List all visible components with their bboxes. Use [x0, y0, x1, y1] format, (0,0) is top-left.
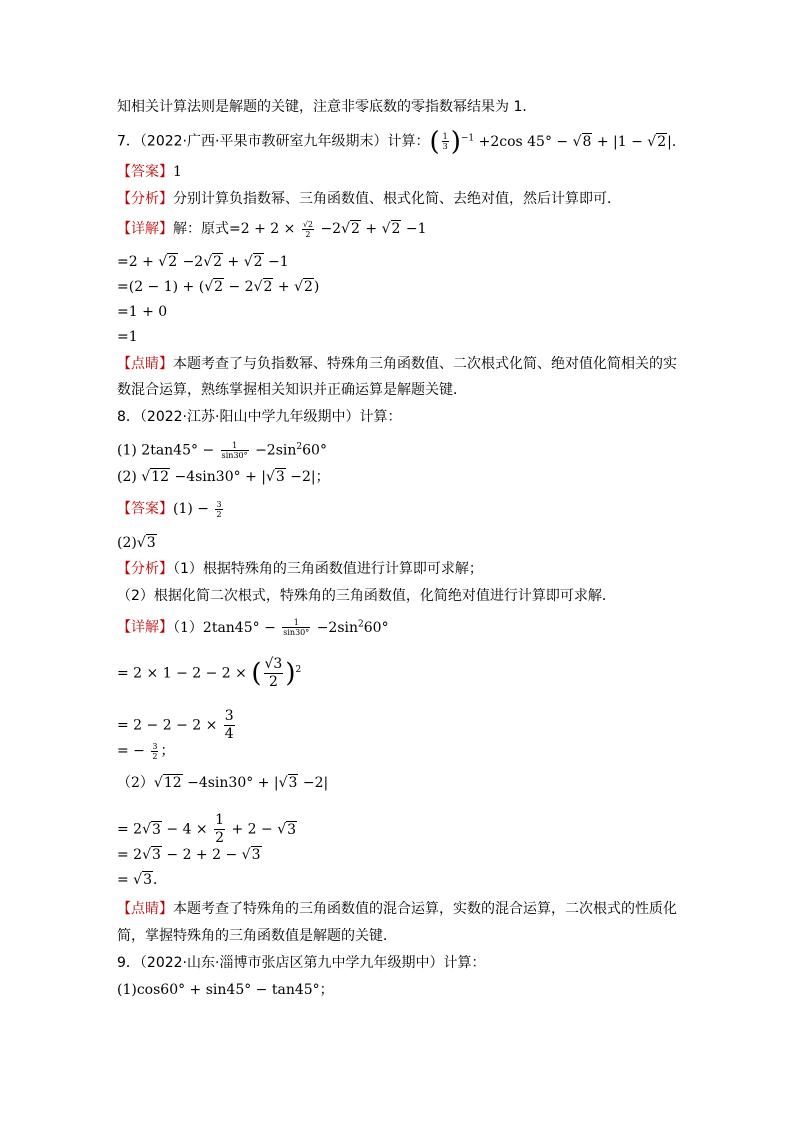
question-9 — [117, 953, 485, 973]
detail-7: 【详解】解：原式=2 + 2 × $\frac{√2}{2}$ −2√2 + √2 −1 — [117, 219, 427, 239]
answer-8: 【答案】(1) − $\frac{3}{2}$ — [117, 499, 222, 519]
step-line: = 2 − 2 − 2 × $\frac{3}{4}$ — [117, 708, 234, 742]
detail-8: 【详解】（1）2tan45° − $\frac{1}{\sin 30^\circ}$ $-2\sin^260^\circ$ — [117, 618, 389, 638]
question-source: （2022·山东·淄博市张店区第九中学九年级期中）计算： — [139, 955, 486, 971]
question-number: 7． — [117, 133, 140, 150]
comment-text: 简，掌握特殊角的三角函数值是解题的关键． — [117, 928, 397, 944]
question-8 — [117, 407, 401, 427]
sub-question-1: (1)cos60° + sin45° − tan45°； — [117, 982, 334, 998]
step-line: （2）√12 −4sin30° + |√3 −2| — [117, 775, 329, 791]
answer-tag: 【答案】 — [117, 501, 173, 517]
detail-tag: 【详解】 — [117, 221, 173, 237]
comment-text: 本题考查了特殊角的三角函数值的混合运算，实数的混合运算，二次根式的性质化 — [173, 901, 677, 917]
comment-tag: 【点睛】 — [117, 356, 173, 372]
answer-7 — [117, 162, 182, 182]
step-line: = √3． — [117, 872, 168, 888]
question-number: 8． — [117, 409, 140, 425]
detail-text: 解：原式= — [173, 221, 241, 237]
step-line: =1 — [117, 329, 138, 345]
question-source: （2022·江苏·阳山中学九年级期中）计算： — [139, 409, 402, 425]
comment-text: 数混合运算，熟练掌握相关知识并正确运算是解题关键． — [117, 382, 467, 398]
answer-tag: 【答案】 — [117, 164, 173, 180]
math-expression: ( $\frac{1}{3}$ )$^{-1}$ +2cos 45° − √8 + |1 − √2|． — [429, 126, 686, 157]
sub-question-2: (2) √12 −4sin30° + |√3 −2|； — [117, 469, 330, 485]
step-line: = 2 × 1 − 2 − 2 × ( $\frac{√3}{2}$ )$^2$ — [117, 656, 302, 690]
step-line: = 2√3 − 2 + 2 − √3 — [117, 847, 261, 863]
answer-value: 1 — [173, 164, 182, 180]
analysis-text: （2）根据化简二次根式，特殊角的三角函数值，化简绝对值进行计算即可求解． — [117, 588, 616, 604]
detail-tag: 【详解】 — [117, 619, 173, 636]
step-line: = − $\frac{3}{2}$ ； — [117, 741, 175, 761]
step-line: =1 + 0 — [117, 304, 168, 320]
question-source: （2022·广西·平果市教研室九年级期末）计算： — [139, 133, 430, 150]
analysis-tag: 【分析】 — [117, 561, 173, 577]
analysis-7 — [117, 189, 621, 209]
comment-8 — [117, 899, 677, 919]
comment-text: 本题考查了与负指数幂、特殊角三角函数值、二次根式化简、绝对值化简相关的实 — [173, 356, 677, 372]
analysis-text: 分别计算负指数幂、三角函数值、根式化简、去绝对值，然后计算即可． — [173, 191, 621, 207]
comment-7 — [117, 354, 677, 374]
analysis-tag: 【分析】 — [117, 191, 173, 207]
step-line: =(2 − 1) + (√2 − 2√2 + √2) — [117, 279, 320, 295]
step-line: =2 + √2 −2√2 + √2 −1 — [117, 254, 289, 270]
text-line: 知相关计算法则是解题的关键，注意非零底数的零指数幂结果为 1． — [117, 99, 537, 115]
question-7 — [117, 126, 686, 157]
comment-tag: 【点睛】 — [117, 901, 173, 917]
step-line: = 2√3 − 4 × $\frac{1}{2}$ + 2 − √3 — [117, 812, 297, 846]
answer-value: (2)√3 — [117, 535, 156, 551]
analysis-text: （1）根据特殊角的三角函数值进行计算即可求解； — [173, 561, 483, 577]
analysis-8 — [117, 559, 483, 579]
sub-question-1: (1) 2tan45° − $\frac{1}{\sin 30^\circ}$ $-2\sin^260^\circ$ — [117, 441, 327, 461]
question-number: 9． — [117, 955, 140, 971]
